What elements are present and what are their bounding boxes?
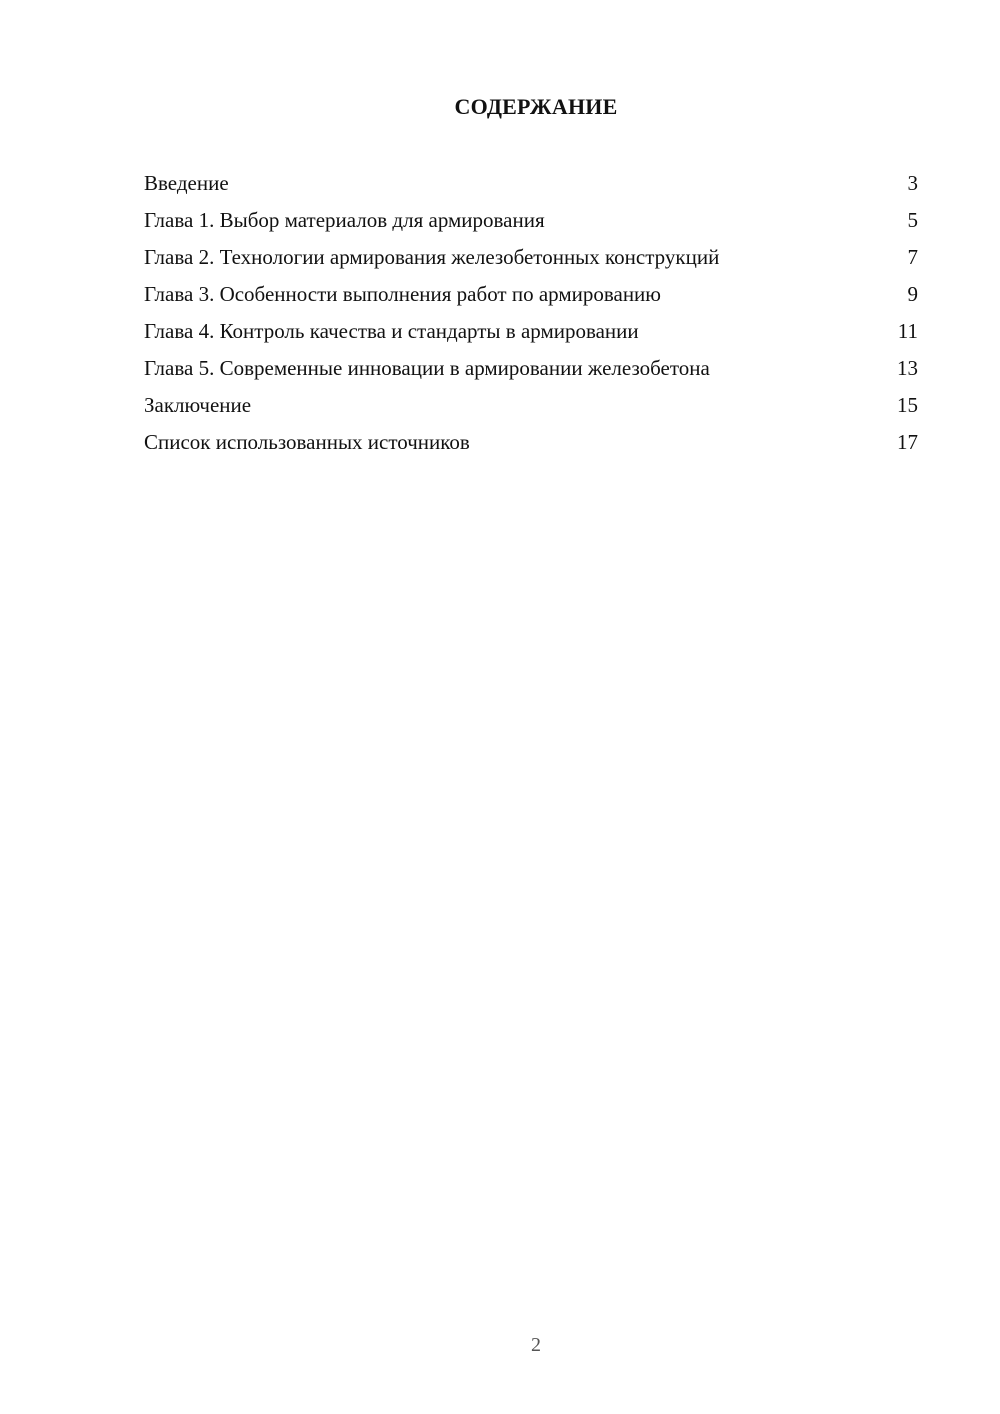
- toc-entry-introduction: [144, 170, 918, 197]
- toc-entry-page: 9: [907, 282, 918, 306]
- toc-entry-chapter-4: [144, 318, 918, 345]
- toc-entry-title: Введение: [144, 171, 229, 195]
- toc-entry-page: 15: [897, 393, 918, 417]
- toc-entry-page: 5: [907, 208, 918, 232]
- toc-entry-page: 3: [907, 171, 918, 195]
- toc-entry-page: 11: [897, 319, 918, 343]
- toc-entry-chapter-3: [144, 281, 918, 308]
- toc-entry-page: 7: [907, 245, 918, 269]
- toc-entry-chapter-1: [144, 207, 918, 234]
- toc-entry-references: [144, 429, 918, 456]
- toc-entry-title: Глава 5. Современные инновации в армировании железобетона: [144, 356, 710, 380]
- toc-entry-page: 17: [897, 430, 918, 454]
- toc-entry-chapter-2: [144, 244, 918, 271]
- table-of-contents: [144, 170, 918, 466]
- toc-entry-title: Глава 2. Технологии армирования железобетонных конструкций: [144, 245, 720, 269]
- toc-entry-chapter-5: [144, 355, 918, 382]
- toc-entry-title: Глава 1. Выбор материалов для армирования: [144, 208, 545, 232]
- toc-entry-title: Список использованных источников: [144, 430, 470, 454]
- toc-entry-title: Глава 4. Контроль качества и стандарты в армировании: [144, 319, 639, 343]
- toc-entry-title: Заключение: [144, 393, 252, 417]
- toc-entry-title: Глава 3. Особенности выполнения работ по армированию: [144, 282, 661, 306]
- toc-entry-conclusion: [144, 392, 918, 419]
- page-title: СОДЕРЖАНИЕ: [454, 94, 618, 119]
- toc-entry-page: 13: [897, 356, 918, 380]
- page-number: 2: [531, 1334, 541, 1356]
